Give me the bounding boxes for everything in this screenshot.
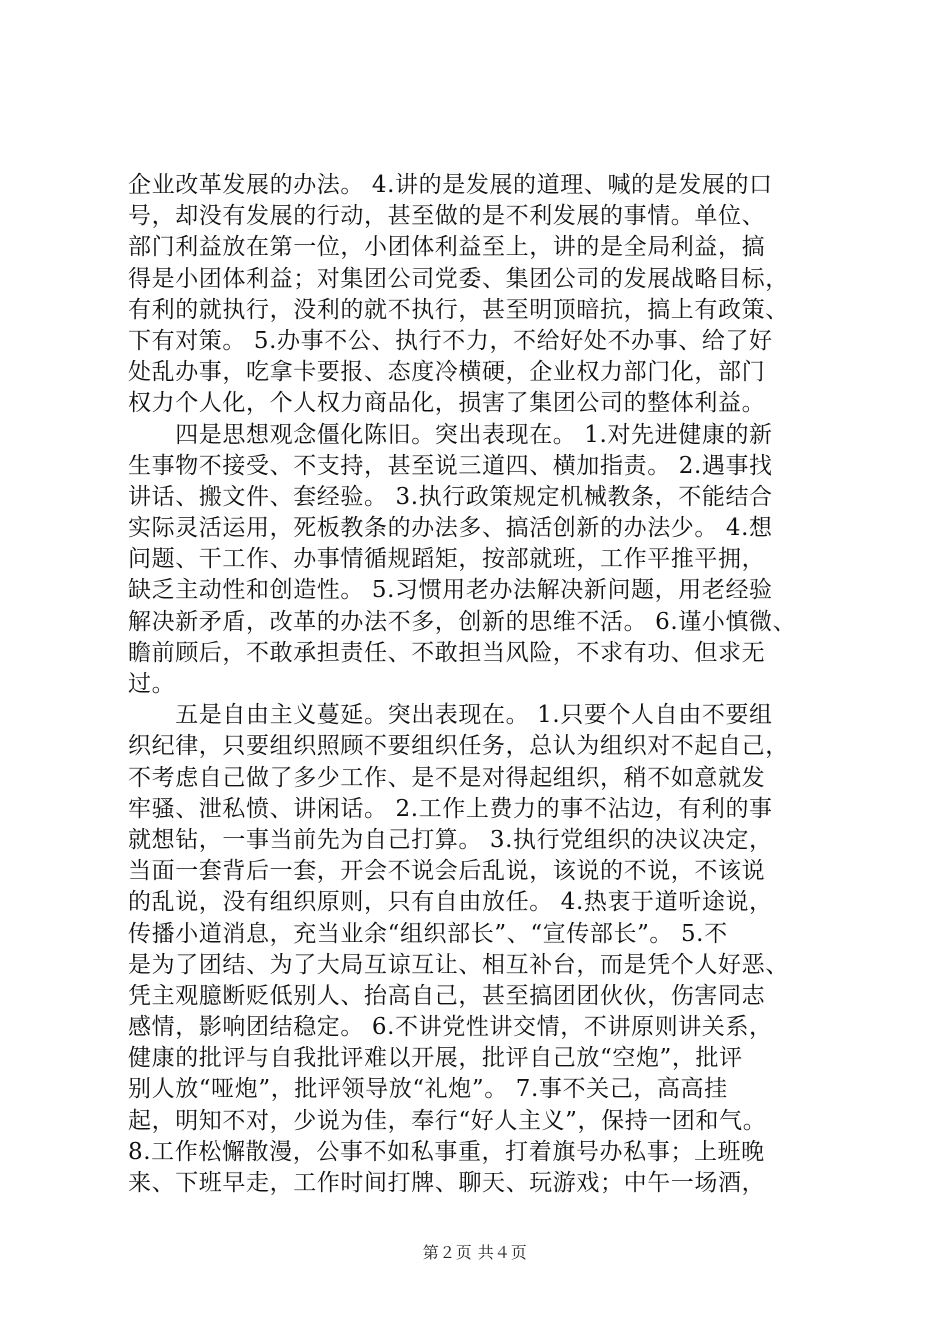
text-line: 是为了团结、为了大局互谅互让、相互补台，而是凭个人好恶、 (128, 951, 789, 978)
text-line: 感情，影响团结稳定。 6.不讲党性讲交情，不讲原则讲关系， (128, 1014, 773, 1041)
text-line: 部门利益放在第一位，小团体利益至上，讲的是全局利益，搞 (128, 234, 766, 261)
text-line: 不考虑自己做了多少工作、是不是对得起组织，稍不如意就发 (128, 764, 766, 791)
text-line: 讲话、搬文件、套经验。 3.执行政策规定机械教条，不能结合 (128, 483, 773, 510)
paragraph-start-line: 四是思想观念僵化陈旧。突出表现在。 1.对先进健康的新 (128, 421, 773, 448)
text-line: 有利的就执行，没利的就不执行，甚至明顶暗抗，搞上有政策、 (128, 296, 789, 323)
text-line: 起，明知不对，少说为佳，奉行“好人主义”，保持一团和气。 (128, 1107, 767, 1134)
text-line: 实际灵活运用，死板教条的办法多、搞活创新的办法少。 4.想 (128, 515, 773, 542)
text-line: 的乱说，没有组织原则，只有自由放任。 4.热衷于道听途说， (128, 889, 773, 916)
paragraph-start-line: 五是自由主义蔓延。突出表现在。 1.只要个人自由不要组 (128, 702, 773, 729)
text-line: 问题、干工作、办事情循规蹈矩，按部就班，工作平推平拥， (128, 546, 766, 573)
text-line: 织纪律，只要组织照顾不要组织任务，总认为组织对不起自己， (128, 733, 789, 760)
text-line: 健康的批评与自我批评难以开展，批评自己放“空炮”，批评 (128, 1045, 743, 1072)
text-line: 传播小道消息，充当业余“组织部长”、“宣传部长”。 5.不 (128, 920, 728, 947)
text-line: 号，却没有发展的行动，甚至做的是不利发展的事情。单位、 (128, 203, 766, 230)
text-line: 处乱办事，吃拿卡要报、态度冷横硬，企业权力部门化，部门 (128, 359, 766, 386)
text-line: 企业改革发展的办法。 4.讲的是发展的道理、喊的是发展的口 (128, 172, 773, 198)
text-line: 8.工作松懈散漫，公事不如私事重，打着旗号办私事；上班晚 (128, 1138, 765, 1165)
text-line: 得是小团体利益；对集团公司党委、集团公司的发展战略目标， (128, 265, 789, 292)
page-number-label: 第２页 共４页 (422, 1243, 528, 1262)
text-line: 过。 (128, 671, 176, 697)
text-line: 下有对策。 5.办事不公、执行不力，不给好处不办事、给了好 (128, 327, 773, 354)
document-body (128, 170, 848, 1199)
text-line: 牢骚、泄私愤、讲闲话。 2.工作上费力的事不沾边，有利的事 (128, 795, 773, 822)
text-line: 当面一套背后一套，开会不说会后乱说，该说的不说，不该说 (128, 858, 766, 885)
page-footer (0, 1240, 950, 1263)
text-line: 来、下班早走，工作时间打牌、聊天、玩游戏；中午一场酒， (128, 1170, 766, 1196)
text-line: 就想钻，一事当前先为自己打算。 3.执行党组织的决议决定， (128, 826, 773, 853)
text-line: 凭主观臆断贬低别人、抬高自己，甚至搞团团伙伙，伤害同志 (128, 982, 766, 1009)
text-line: 解决新矛盾，改革的办法不多，创新的思维不活。 6.谨小慎微、 (128, 608, 797, 635)
text-line: 瞻前顾后，不敢承担责任、不敢担当风险，不求有功、但求无 (128, 639, 766, 666)
text-line: 别人放“哑炮”，批评领导放“礼炮”。 7.事不关己，高高挂 (128, 1076, 728, 1103)
text-line: 生事物不接受、不支持，甚至说三道四、横加指责。 2.遇事找 (128, 452, 773, 479)
text-line: 缺乏主动性和创造性。 5.习惯用老办法解决新问题，用老经验 (128, 577, 773, 604)
text-line: 权力个人化，个人权力商品化，损害了集团公司的整体利益。 (128, 390, 766, 417)
